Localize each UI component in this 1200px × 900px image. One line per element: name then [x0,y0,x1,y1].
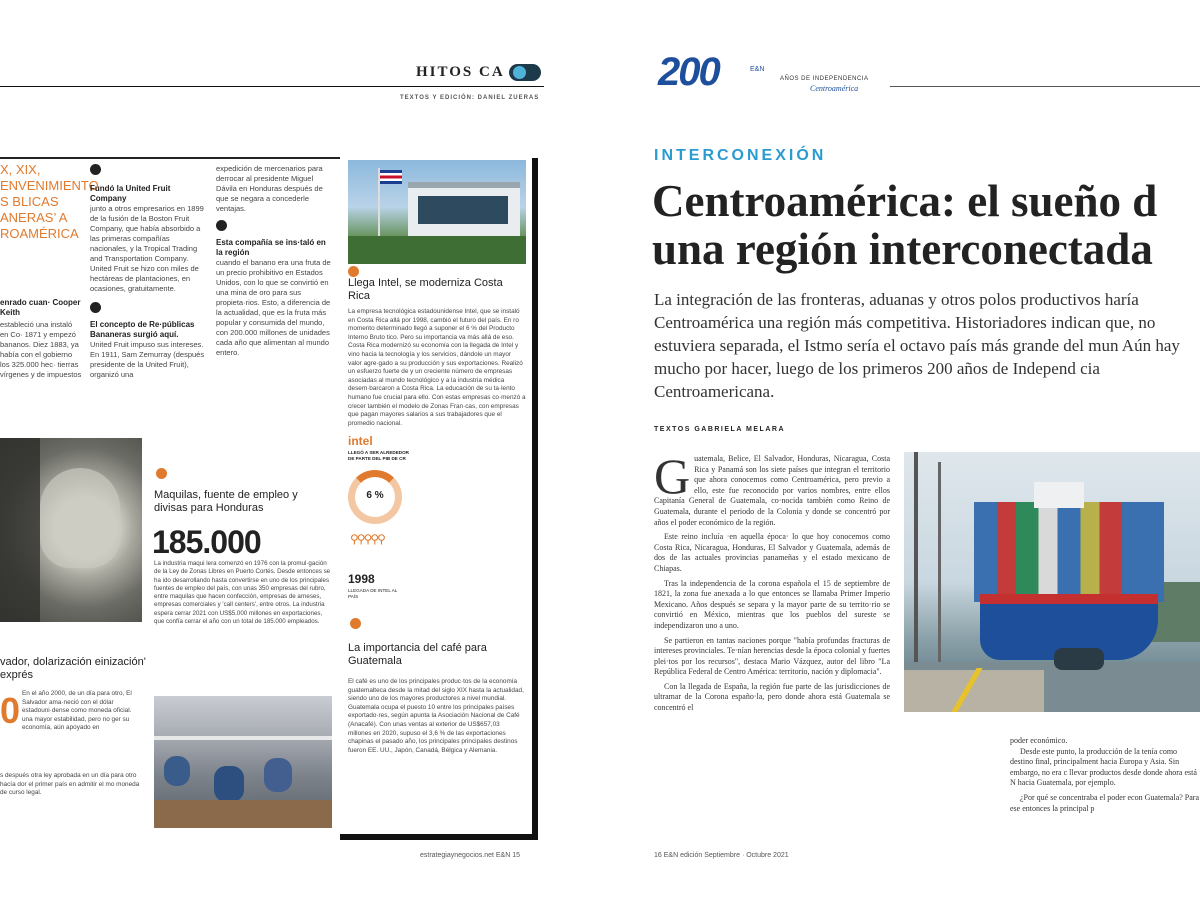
people-icon: ⚲⚲⚲⚲⚲ [350,532,384,546]
anniversary-logo [658,50,898,98]
col3b-text: cuando el banano era una fruta de un precio prohibitivo en Estados Unidos, con lo que se convirtió en una mina de oro para sus propieta·rios. Esto, a diferencia de la actualidad, que es la fruta más popular y consumida del mundo, con 200.000 millones de unidades cada año que alimentan al mundo entero. [216,258,331,357]
number-marker-icon [216,220,227,231]
deck: La integración de las fronteras, aduanas y otros polos productivos haría Centroamérica una región más competitiva. Historiadores indican que, no estuviera separada, el Istmo sería el octavo país más grande del mun Aún hay mucho por hacer, luego de los primeros 200 años de Independ cia Centroamericana. [654,290,1180,401]
logo-script: Centroamérica [810,84,859,93]
headline-line-1: Centroamérica: el sueño d [652,176,1158,226]
section-pill-dot-icon [513,66,526,79]
intro-heading: X, XIX, ENVENIMIENTO S BLICAS ANERAS’ A ROAMÉRICA [0,162,99,241]
col3b-heading: Esta compañía se ins·taló en la región [216,238,326,257]
left-page [0,0,560,900]
body-paragraph: Tras la independencia de la corona española el 15 de septiembre de 1821, la zona fue anexada a lo que entonces se llamaba Primer Imperio Mexicano. Años después se separa y la mayor parte de su territo·rio se convirtió en México, mientras que los pueblos del sureste se independizaron uno a uno. [654,578,890,630]
dollar-big: 0 [0,690,21,731]
body-column-1 [654,448,890,714]
cafe-title: La importancia del café para Guatemala [348,642,487,667]
maquilas-text: La industria maqui lera comenzó en 1976 con la promul·gación de la Ley de Zonas Libres en Puerto Cortés. Desde entonces se ha ido desarrollando hasta convertirse en uno de los principales fuentes de empleo del país, con unas 350 empresas del rubro, entre maquilas que hacen confección, empresas de arneses, empresas comerciales y 'call centers', entre otros. La industria espera cerrar 2021 con US$5.000 millones en exportaciones, que confía cerrar el año con un total de 185.000 empleados. [154,560,331,626]
dropcap: G [654,448,691,504]
body-paragraph: Desde este punto, la producción de la tenía como destino final, principalment hacia Europa y Asia. Sin embargo, no era c llevar productos desde donde ahora está N hacia Guatemala, por ejemplo. [1010,746,1197,788]
dollar-text: En el año 2000, de un día para otro, El Salvador ama·neció con el dólar estadouni·dense como moneda oficial. una mayor estabilidad, pero no ger su economía, aún apoyado en [22,690,132,732]
intel-logo: intel [348,434,373,448]
col2b-text: United Fruit impuso sus intereses. En 1911, Sam Zemurray (después presidente de la United Fruit), organizó una [90,340,205,379]
dollar-title: vador, dolarización einización' exprés [0,656,146,681]
intel-year: 1998 [348,572,375,586]
header-rule [890,86,1200,87]
intel-year-caption: LLEGADA DE INTEL AL PAÍS [348,588,398,599]
dollar-photo [0,438,142,622]
body-paragraph: Con la llegada de España, la región fue parte de las jurisdicciones de ultramar de la Corona españo·la, pero donde ahora está Guatemala se concentró el [654,681,890,713]
credits: TEXTOS Y EDICIÓN: DANIEL ZUERAS [400,95,540,101]
body-paragraph: Se partieron en tantas naciones porque "había profundas fracturas de intereses provinciales. Te·nían herencias desde la época colonial y fuertes plei·tos por los recursos", destaca Mario Vázquez, autor del libro "La República Federal de Centro América: territorio, nación y diplomacia". [654,635,890,677]
body-paragraph: poder económico. [1010,736,1068,745]
body-paragraph: uatemala, Belice, El Salvador, Honduras, Nicaragua, Costa Rica y Panamá son los siete países que integran el territorio que ahora conocemos como Centroamérica, pero previo a ello, este fue reconocido por varios nombres, entre ellos Capitanía General de Guatemala, co·nocida también como Reino de Guatemala, durante el periodo de la Colonia y donde se concentró por años el poder económico de la región. [654,454,890,527]
col2-heading: Fundó la United Fruit Company [90,184,171,203]
left-footer: estrategiaynegocios.net E&N 15 [420,852,521,859]
logo-badge: E&N [750,66,765,73]
column-3 [216,164,334,358]
number-marker-icon [90,164,101,175]
maquilas-big: 185.000 [152,524,261,560]
body-column-2 [1010,736,1200,814]
body-paragraph: ¿Por qué se concentraba el poder econ Guatemala? Para ese entonces la principal p [1010,792,1200,813]
logo-sub: AÑOS DE INDEPENDENCIA [780,76,869,82]
intel-text-full: La empresa tecnológica estadounidense Intel, que se instaló en Costa Rica allá por 1998, cambió el futuro del país. En ro momento determinado llegó a suponer el 6 % del Producto Interno Bruto tico. Pero su importancia va más allá de eso. Costa Rica modernizó su economía con la llegada de Intel y vino hacia la tecnología y los servicios, dándole un mayor valor agre·gado a su producción y sus exportaciones. Realizó un esfuerzo fuerte de y un creciente número de empresas asociadas al mundo tecnológico y a la industria médica desem·barcaron a Costa Rica. La educación de su ta·lento humano fue crucial para ello. Con estas empresas co·menzó a crecer también el modelo de Zonas Fran·cas, con empresas que pagan mayores salarios a sus trabajadores que el promedio nacional. [348,308,526,427]
intel-title: Llega Intel, se moderniza Costa Rica [348,277,503,302]
maquilas-title: Maquilas, fuente de empleo y divisas para Honduras [154,489,298,514]
column-2 [90,162,208,380]
headline-line-2: una región interconectada [652,224,1153,274]
intel-photo [348,160,526,264]
byline: TEXTOS GABRIELA MELARA [654,426,786,433]
number-marker-icon [350,618,361,629]
kicker: INTERCONEXIÓN [654,147,827,164]
intel-caption: LLEGÓ A SER ALREDEDOR DE PARTE DEL PIB DE CR [348,450,409,461]
col1-text: estableció una instaló en Co· 1871 y empezó bananos. Diez 1883, ya había con el gobierno los 325.000 hec· tierras vírgenes y de impuestos [0,320,82,379]
col2b-heading: El concepto de Re·públicas Bananeras surgió aquí. [90,320,195,339]
col3-text: expedición de mercenarios para derrocar al presidente Miguel Dávila en Honduras después de que se negara a concederle ventajas. [216,164,323,213]
intel-infographic [344,432,412,610]
header-rule [0,86,544,87]
ship-photo [904,452,1200,712]
body-paragraph: Este reino incluía ·en aquella época· lo que hoy conocemos como Costa Rica, Nicaragua, Honduras, El Salvador y Guatemala, además de dos de las actuales provincias panameñas y el estado mexicano de Chiapas. [654,532,890,573]
col2-text: junto a otros empresarios en 1899 de la fusión de la Boston Fruit Company, que había absorbido a las primeras compañías nacionales, y la Tropical Trading and Transportation Company. United Fruit se hizo con miles de hectáreas de plantaciones, en ocasiones, gratuitamente. [90,204,204,293]
logo-number: 200 [658,50,719,94]
right-page [600,0,1200,900]
number-marker-icon [90,302,101,313]
intel-percent: 6 % [366,490,384,501]
maquilas-photo [154,696,332,828]
number-marker-icon [348,266,359,277]
number-marker-icon [156,468,167,479]
right-footer: 16 E&N edición Septiembre · Octubre 2021 [654,852,789,859]
section-title: HITOS CA [416,64,505,80]
col1-heading: enrado cuan· Cooper Keith [0,298,81,317]
cafe-text: El café es uno de los principales produc·tos de la economía guatemalteca desde la mitad del siglo XIX hasta la actualidad, siendo uno de los mayores productores a nivel mundial. Guatemala ocupa el puesto 10 entre los principales países exportado·res, según apunta la Asociación Nacional de Café (Anacafé). Con unas ventas al exterior de US$657,03 millones en 2020, supuso el 3,6 % de las exportaciones chapinas el pasado año, los principales principales destinos fueron EE. UU., Japón, Canadá, Bélgica y Alemania. [348,678,524,754]
dollar-text-2: s después otra ley aprobada en un día para otro hacía dor el primer país en admitir el mo moneda de curso legal. [0,772,140,797]
